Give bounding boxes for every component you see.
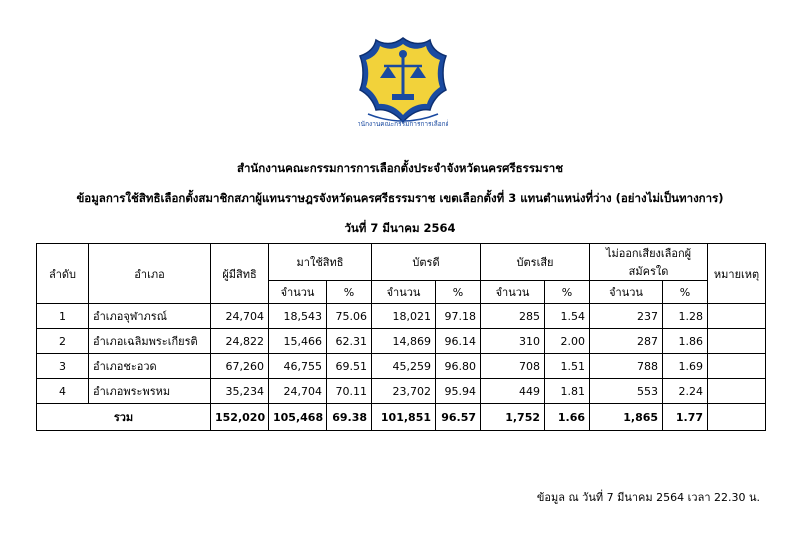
cell-good: 18,021 (372, 304, 436, 329)
report-date: วันที่ 7 มีนาคม 2564 (344, 221, 456, 235)
subheader-count: จำนวน (372, 281, 436, 304)
header-district: อำเภอ (89, 244, 211, 304)
cell-turnout-pct: 62.31 (327, 329, 372, 354)
total-eligible: 152,020 (211, 404, 269, 431)
total-turnout: 105,468 (269, 404, 327, 431)
cell-good-pct: 95.94 (436, 379, 481, 404)
cell-bad: 285 (481, 304, 545, 329)
cell-bad-pct: 1.81 (545, 379, 590, 404)
cell-bad: 310 (481, 329, 545, 354)
cell-eligible: 67,260 (211, 354, 269, 379)
cell-eligible: 24,822 (211, 329, 269, 354)
header-eligible: ผู้มีสิทธิ (211, 244, 269, 304)
office-title: สำนักงานคณะกรรมการการเลือกตั้งประจำจังหวัดนครศรีธรรมราช (236, 161, 564, 175)
table-row (37, 379, 766, 404)
total-remark (708, 404, 766, 431)
cell-novote: 287 (590, 329, 663, 354)
subheader-percent: % (327, 281, 372, 304)
total-turnout-pct: 69.38 (327, 404, 372, 431)
cell-good: 23,702 (372, 379, 436, 404)
cell-turnout: 24,704 (269, 379, 327, 404)
cell-novote-pct: 1.86 (663, 329, 708, 354)
cell-remark (708, 304, 766, 329)
cell-novote: 553 (590, 379, 663, 404)
total-good: 101,851 (372, 404, 436, 431)
total-good-pct: 96.57 (436, 404, 481, 431)
total-novote-pct: 1.77 (663, 404, 708, 431)
cell-novote-pct: 2.24 (663, 379, 708, 404)
cell-eligible: 24,704 (211, 304, 269, 329)
cell-eligible: 35,234 (211, 379, 269, 404)
cell-turnout-pct: 70.11 (327, 379, 372, 404)
subheader-count: จำนวน (269, 281, 327, 304)
subheader-percent: % (545, 281, 590, 304)
cell-turnout: 18,543 (269, 304, 327, 329)
cell-remark (708, 329, 766, 354)
cell-district: อำเภอจุฬาภรณ์ (89, 304, 211, 329)
cell-turnout: 46,755 (269, 354, 327, 379)
header-no: ลำดับ (37, 244, 89, 304)
cell-district: อำเภอพระพรหม (89, 379, 211, 404)
total-label: รวม (37, 404, 211, 431)
cell-no: 2 (37, 329, 89, 354)
cell-good: 45,259 (372, 354, 436, 379)
cell-no: 4 (37, 379, 89, 404)
total-bad-pct: 1.66 (545, 404, 590, 431)
cell-good: 14,869 (372, 329, 436, 354)
cell-bad-pct: 2.00 (545, 329, 590, 354)
cell-bad-pct: 1.51 (545, 354, 590, 379)
cell-district: อำเภอชะอวด (89, 354, 211, 379)
cell-good-pct: 97.18 (436, 304, 481, 329)
header-turnout: มาใช้สิทธิ (269, 244, 372, 281)
subheader-percent: % (436, 281, 481, 304)
cell-bad: 708 (481, 354, 545, 379)
header-no-vote: ไม่ออกเสียงเลือกผู้สมัครใด (590, 244, 708, 281)
subheader-percent: % (663, 281, 708, 304)
cell-remark (708, 379, 766, 404)
cell-novote: 788 (590, 354, 663, 379)
cell-turnout-pct: 75.06 (327, 304, 372, 329)
cell-good-pct: 96.14 (436, 329, 481, 354)
report-title: ข้อมูลการใช้สิทธิเลือกตั้งสมาชิกสภาผู้แทนราษฎรจังหวัดนครศรีธรรมราช เขตเลือกตั้งที่ 3 แทนตำแหน่งที่ว่าง (อย่างไม่เป็นทางการ) (76, 191, 724, 205)
table-row (37, 354, 766, 379)
cell-novote: 237 (590, 304, 663, 329)
cell-district: อำเภอเฉลิมพระเกียรติ (89, 329, 211, 354)
cell-no: 3 (37, 354, 89, 379)
ect-seal-logo (358, 36, 448, 132)
header-bad-ballots: บัตรเสีย (481, 244, 590, 281)
cell-turnout-pct: 69.51 (327, 354, 372, 379)
table-row (37, 329, 766, 354)
total-bad: 1,752 (481, 404, 545, 431)
cell-bad: 449 (481, 379, 545, 404)
cell-novote-pct: 1.69 (663, 354, 708, 379)
subheader-count: จำนวน (481, 281, 545, 304)
seal-caption: สำนักงานคณะกรรมการการเลือกตั้ง (358, 120, 448, 128)
table-row (37, 304, 766, 329)
cell-no: 1 (37, 304, 89, 329)
data-timestamp-note: ข้อมูล ณ วันที่ 7 มีนาคม 2564 เวลา 22.30 น. (536, 491, 760, 504)
total-novote: 1,865 (590, 404, 663, 431)
cell-good-pct: 96.80 (436, 354, 481, 379)
table-total-row (37, 404, 766, 431)
cell-remark (708, 354, 766, 379)
header-good-ballots: บัตรดี (372, 244, 481, 281)
cell-turnout: 15,466 (269, 329, 327, 354)
results-table (36, 243, 766, 431)
cell-novote-pct: 1.28 (663, 304, 708, 329)
subheader-count: จำนวน (590, 281, 663, 304)
header-remark: หมายเหตุ (708, 244, 766, 304)
cell-bad-pct: 1.54 (545, 304, 590, 329)
